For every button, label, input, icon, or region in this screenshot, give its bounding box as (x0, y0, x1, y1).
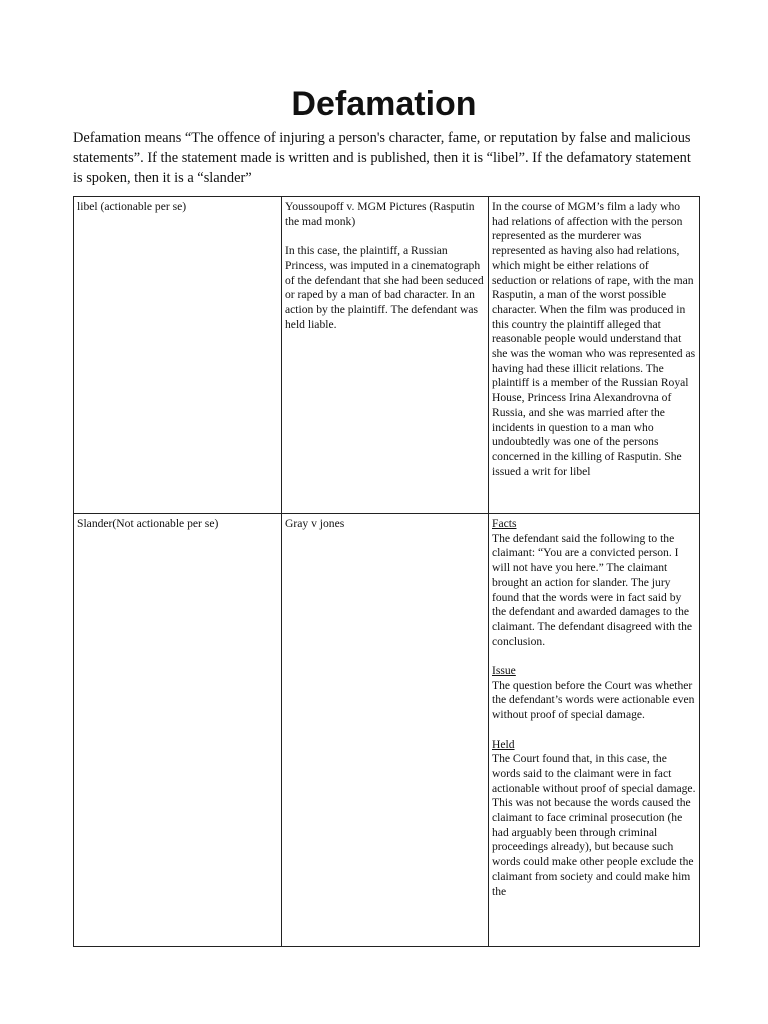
intro-paragraph: Defamation means “The offence of injuring a person's character, fame, or reputation by false and malicious statements”. If the statement made is written and is published, then it is “libel”. If the defamatory statement is spoken, then it is a “slander” (73, 130, 691, 186)
facts-heading: Facts (492, 517, 517, 530)
page-title: Defamation (291, 85, 477, 123)
category-cell (74, 197, 282, 514)
details-cell (489, 514, 700, 947)
category-label: libel (actionable per se) (77, 200, 187, 213)
cases-table (73, 196, 700, 947)
held-heading: Held (492, 737, 515, 751)
held-text: The Court found that, in this case, the words said to the claimant were in fact actionable without proof of special damage. This was not because the words caused the claimant to face criminal prosecution (he had arguably been through criminal proceedings already), but because such words could make other people exclude the claimant from society and could make him the (492, 752, 696, 898)
case-cell (282, 514, 489, 947)
case-cell (282, 197, 489, 514)
table-row (74, 514, 700, 947)
case-name: Gray v jones (285, 517, 345, 530)
facts-text: The defendant said the following to the claimant: “You are a convicted person. I will not have you here.” The claimant brought an action for slander. The jury found that the words were in fact said by the defendant and awarded damages to the claimant. The defendant disagreed with the conclusion. (492, 531, 693, 648)
case-details: In the course of MGM’s film a lady who had relations of affection with the person represented as the murderer was represented as having also had relations, which might be either relations of seduction or relations of rape, with the man Rasputin, a man of the worst possible character. When the film was produced in this country the plaintiff alleged that reasonable people would understand that she was the woman who was represented as having had these illicit relations. The plaintiff is a member of the Russian Royal House, Princess Irina Alexandrovna of Russia, and she was married after the incidents in question to a man who undoubtedly was one of the persons concerned in the killing of Rasputin. She issued a writ for libel (492, 200, 696, 478)
issue-heading: Issue (492, 664, 516, 678)
case-summary: In this case, the plaintiff, a Russian Princess, was imputed in a cinematograph of the defendant that she had been seduced or raped by a man of bad character. In an action by the plaintiff. The defendant was held liable. (285, 244, 484, 331)
category-cell (74, 514, 282, 947)
table-row (74, 197, 700, 514)
case-name: Youssoupoff v. MGM Pictures (Rasputin the mad monk) (285, 200, 475, 228)
category-label: Slander(Not actionable per se) (77, 517, 219, 530)
issue-text: The question before the Court was whether the defendant’s words were actionable even without proof of special damage. (492, 678, 695, 722)
details-cell (489, 197, 700, 514)
